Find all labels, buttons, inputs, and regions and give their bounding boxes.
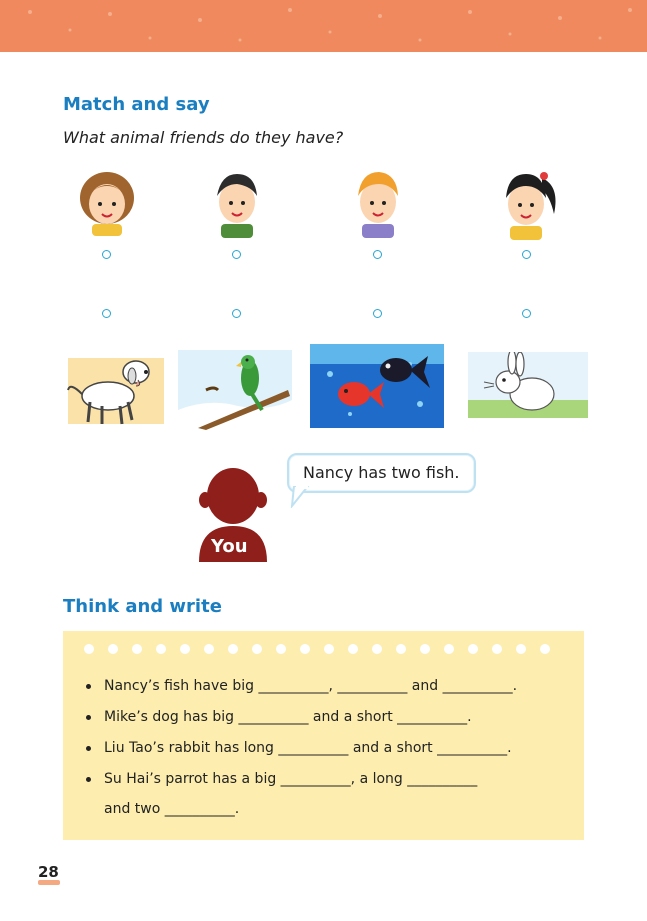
bullet — [86, 715, 91, 720]
bullet — [86, 777, 91, 782]
sentence-4-continued: and two __________. — [104, 801, 240, 817]
match-dot-top-4[interactable] — [522, 250, 531, 259]
match-dot-bottom-1[interactable] — [102, 309, 111, 318]
speech-bubble-tail — [290, 486, 314, 508]
dog-picture — [62, 350, 166, 426]
sentence-2: Mike’s dog has big __________ and a short __________. — [104, 709, 472, 725]
sentence-4: Su Hai’s parrot has a big __________, a long __________ — [104, 771, 478, 787]
match-question: What animal friends do they have? — [63, 128, 344, 147]
top-banner — [0, 0, 647, 52]
girl-brown-hair-illustration — [78, 168, 136, 236]
match-dot-top-2[interactable] — [232, 250, 241, 259]
section-title-match: Match and say — [63, 94, 210, 115]
parrot-picture — [178, 350, 292, 430]
match-dot-bottom-3[interactable] — [373, 309, 382, 318]
match-dot-bottom-4[interactable] — [522, 309, 531, 318]
you-label: You — [211, 536, 248, 557]
speech-bubble-text: Nancy has two fish. — [303, 463, 460, 482]
bullet — [86, 746, 91, 751]
star-pattern — [0, 0, 647, 52]
boy-blond-hair-illustration — [353, 166, 403, 238]
notebook-holes — [83, 641, 563, 657]
speech-bubble — [287, 453, 476, 493]
girl-ponytail-illustration — [498, 166, 560, 242]
sentence-3: Liu Tao’s rabbit has long __________ and a short __________. — [104, 740, 512, 756]
section-title-think: Think and write — [63, 596, 222, 617]
page-number: 28 — [38, 863, 59, 881]
sentence-1: Nancy’s fish have big __________, __________ and __________. — [104, 678, 518, 694]
boy-black-hair-illustration — [211, 168, 263, 240]
match-dot-top-1[interactable] — [102, 250, 111, 259]
rabbit-picture — [468, 352, 588, 418]
match-dot-bottom-2[interactable] — [232, 309, 241, 318]
bullet — [86, 684, 91, 689]
goldfish-picture — [310, 344, 444, 428]
match-dot-top-3[interactable] — [373, 250, 382, 259]
